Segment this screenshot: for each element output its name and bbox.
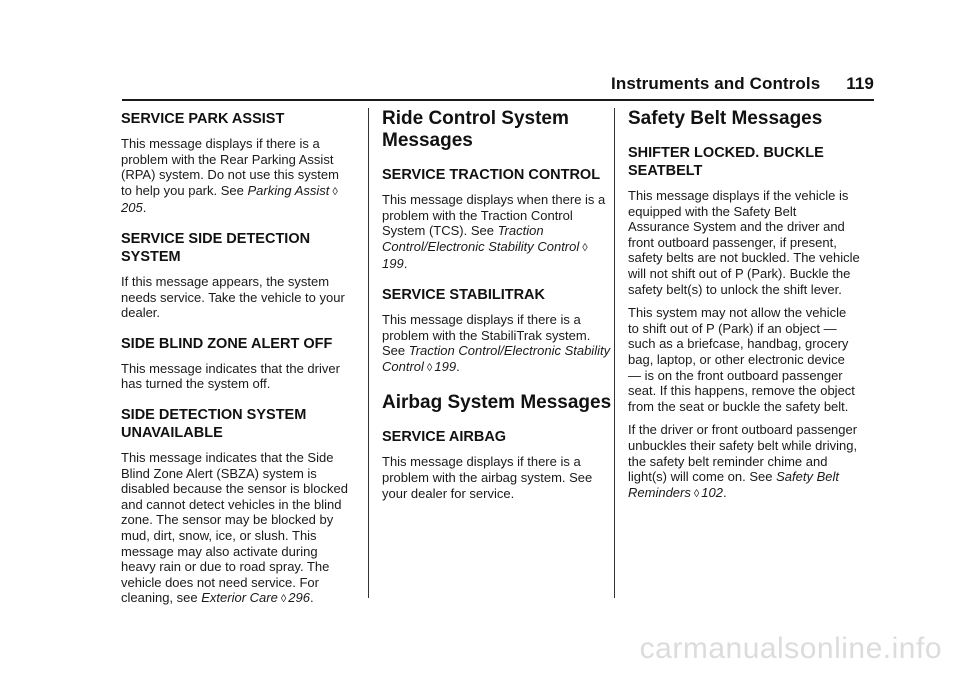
para-blind-zone-off: This message indicates that the driver has turned the system off.	[121, 360, 340, 392]
para-side-detection-unavailable: This message indicates that the Side Blind Zone Alert (SBZA) system is disabled because the sensor is blocked and cannot detect vehicles in the blind zone. The sensor may be blocked by mud, dirt, snow, ice, or slush. This message may also activate during heavy rain or due to road spray. The vehicle does not need service. For cleaning, see Exterior Care ◊ 296.	[121, 450, 353, 608]
column-divider-1	[368, 108, 369, 598]
link-exterior-care[interactable]: Exterior Care	[201, 590, 278, 606]
page-ref[interactable]: 102	[701, 484, 723, 500]
heading-service-airbag: SERVICE AIRBAG	[382, 429, 507, 446]
heading-airbag-system-messages: Airbag System Messages	[382, 392, 612, 414]
section-title: Instruments and Controls	[611, 74, 821, 93]
column-2	[382, 108, 614, 501]
page-number: 119	[846, 74, 874, 93]
link-parking-assist[interactable]: Parking Assist	[247, 182, 330, 198]
heading-ride-control-messages: Ride Control System Messages	[382, 108, 569, 151]
page-ref[interactable]: 296	[288, 590, 310, 606]
page-reference-icon: ◊	[332, 185, 338, 198]
para-service-stabilitrak: This message displays if there is a problem with the StabiliTrak system. See Traction Control/Electronic Stability Control ◊ 199.	[382, 312, 614, 376]
para-text: This message displays if there is a problem with the StabiliTrak system. See	[382, 311, 591, 359]
page-reference-icon: ◊	[426, 361, 433, 374]
para-shifter-locked-2: This system may not allow the vehicle to shift out of P (Park) if an object — such as a briefcase, handbag, grocery bag, laptop, or other electronic device — is on the front outboard passenger seat. If this happens, remove the object from the seat or buckle the safety belt.	[628, 305, 855, 414]
para-text: This message displays when there is a problem with the Traction Control System (TCS). See	[382, 192, 606, 239]
page-reference-icon: ◊	[582, 241, 588, 254]
para-service-airbag: This message displays if there is a problem with the airbag system. See your dealer for service.	[382, 454, 593, 501]
column-3	[628, 108, 860, 502]
page-ref[interactable]: 205	[121, 200, 143, 216]
page-reference-icon: ◊	[280, 593, 287, 606]
page-reference-icon: ◊	[693, 487, 700, 500]
page-ref[interactable]: 199	[434, 358, 457, 374]
heading-blind-zone-off: SIDE BLIND ZONE ALERT OFF	[121, 335, 333, 352]
link-safety-belt-reminders[interactable]: Safety Belt Reminders	[628, 469, 839, 500]
heading-service-stabilitrak: SERVICE STABILITRAK	[382, 286, 546, 303]
header-rule	[122, 99, 874, 101]
watermark: carmanualsonline.info	[639, 632, 942, 665]
column-1	[121, 108, 353, 608]
para-shifter-locked-1: This message displays if the vehicle is equipped with the Safety Belt Assurance System and the driver and front outboard passenger, if present, safety belts are not buckled. The vehicle will not shift out of P (Park). Buckle the safety belt(s) to unlock the shift lever.	[628, 188, 860, 297]
running-head	[611, 74, 874, 94]
para-text: If the driver or front outboard passenger unbuckles their safety belt while driving, the safety belt reminder chime and light(s) will come on. See	[628, 422, 858, 485]
link-traction-control[interactable]: Traction Control/Electronic Stability Control	[382, 223, 580, 254]
heading-service-traction-control: SERVICE TRACTION CONTROL	[382, 167, 601, 183]
para-service-traction-control: This message displays when there is a problem with the Traction Control System (TCS). See Traction Control/Electronic Stability Control ◊199.	[382, 192, 606, 272]
para-text: This message displays if there is a problem with the Rear Parking Assist (RPA) system. Do not use this system to help you park. See	[121, 136, 339, 198]
column-divider-2	[614, 108, 615, 598]
para-service-park-assist: This message displays if there is a problem with the Rear Parking Assist (RPA) system. Do not use this system to help you park. See Parking Assist ◊205.	[121, 136, 339, 216]
para-shifter-locked-3: If the driver or front outboard passenger unbuckles their safety belt while driving, the safety belt reminder chime and light(s) will come on. See Safety Belt Reminders ◊ 102.	[628, 422, 860, 502]
page-ref[interactable]: 199	[382, 256, 404, 272]
heading-safety-belt-messages: Safety Belt Messages	[628, 108, 823, 129]
heading-service-park-assist: SERVICE PARK ASSIST	[121, 111, 285, 127]
para-service-side-detection: If this message appears, the system needs service. Take the vehicle to your dealer.	[121, 273, 345, 321]
para-text: This message indicates that the Side Blind Zone Alert (SBZA) system is disabled because the sensor is blocked and cannot detect vehicles in the blind zone. The sensor may be blocked by mud, dirt, snow, ice, or slush. This message may also activate during heavy rain or due to road spray. The vehicle does not need service. For cleaning, see	[121, 449, 348, 606]
heading-service-side-detection: SERVICE SIDE DETECTION SYSTEM	[121, 230, 311, 265]
link-traction-control-2[interactable]: Traction Control/Electronic Stability Control	[382, 343, 611, 374]
heading-shifter-locked: SHIFTER LOCKED. BUCKLE SEATBELT	[628, 145, 824, 179]
heading-side-detection-unavailable: SIDE DETECTION SYSTEM UNAVAILABLE	[121, 406, 307, 441]
